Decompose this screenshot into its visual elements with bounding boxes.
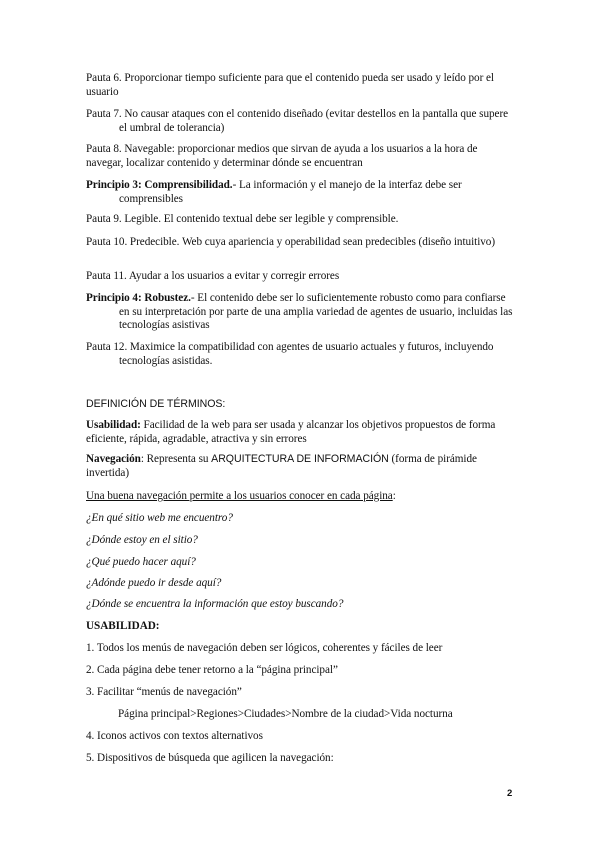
principio-4 bbox=[86, 292, 516, 333]
pauta-10: Pauta 10. Predecible. Web cuya apariencia y operabilidad sean predecibles (diseño intuitivo) bbox=[86, 236, 496, 248]
pauta-9: Pauta 9. Legible. El contenido textual debe ser legible y comprensible. bbox=[86, 213, 399, 225]
buena-navegacion-text: Una buena navegación permite a los usuarios conocer en cada página bbox=[86, 490, 393, 502]
principio-3-label: Principio 3: Comprensibilidad. bbox=[86, 179, 233, 191]
principio-4-label: Principio 4: Robustez. bbox=[86, 292, 191, 304]
usabilidad-item-1: 1. Todos los menús de navegación deben ser lógicos, coherentes y fáciles de leer bbox=[86, 642, 443, 654]
pauta-6: Pauta 6. Proporcionar tiempo suficiente para que el contenido pueda ser usado y leído por el usuario bbox=[86, 72, 494, 98]
pauta-11: Pauta 11. Ayudar a los usuarios a evitar y corregir errores bbox=[86, 270, 340, 282]
pregunta-1: ¿En qué sitio web me encuentro? bbox=[86, 512, 233, 524]
buena-navegacion bbox=[86, 490, 516, 504]
pregunta-2: ¿Dónde estoy en el sitio? bbox=[86, 534, 198, 546]
page-number: 2 bbox=[507, 788, 513, 799]
usabilidad-item-2: 2. Cada página debe tener retorno a la “página principal” bbox=[86, 664, 338, 676]
principio-4-text: - El contenido debe ser lo suficientemente robusto como para confiarse en su interpretación por parte de una amplia variedad de agentes de usuario, incluidas las tecnologías asistivas bbox=[119, 292, 513, 332]
pauta-12: Pauta 12. Maximice la compatibilidad con agentes de usuario actuales y futuros, incluyendo tecnologías asistidas. bbox=[86, 341, 494, 367]
navegacion-text-c: (forma de pirámide invertida) bbox=[86, 453, 477, 479]
navegacion-definition bbox=[86, 453, 516, 480]
pauta-7: Pauta 7. No causar ataques con el contenido diseñado (evitar destellos en la pantalla que supere el umbral de tolerancia) bbox=[86, 108, 509, 134]
usabilidad-text: Facilidad de la web para ser usada y alcanzar los objetivos propuestos de forma eficiente, rápida, agradable, atractiva y sin errores bbox=[86, 419, 496, 445]
pregunta-4: ¿Adónde puedo ir desde aquí? bbox=[86, 577, 222, 589]
usabilidad-label: Usabilidad: bbox=[86, 419, 141, 431]
navegacion-text-arquitectura: ARQUITECTURA DE INFORMACIÓN bbox=[211, 453, 389, 465]
usabilidad-definition bbox=[86, 419, 516, 446]
buena-navegacion-colon: : bbox=[392, 490, 396, 502]
pauta-8: Pauta 8. Navegable: proporcionar medios que sirvan de ayuda a los usuarios a la hora de navegar, localizar contenido y determinar dónde se encuentran bbox=[86, 143, 478, 169]
usabilidad-item-3: 3. Facilitar “menús de navegación” bbox=[86, 686, 242, 698]
navegacion-label: Navegación bbox=[86, 453, 141, 465]
usabilidad-heading: USABILIDAD: bbox=[86, 620, 160, 632]
usabilidad-item-5: 5. Dispositivos de búsqueda que agilicen la navegación: bbox=[86, 752, 334, 764]
pregunta-5: ¿Dónde se encuentra la información que estoy buscando? bbox=[86, 598, 344, 610]
principio-3-text: - La información y el manejo de la interfaz debe ser comprensibles bbox=[119, 179, 462, 205]
pregunta-3: ¿Qué puedo hacer aquí? bbox=[86, 556, 196, 568]
definicion-heading: DEFINICIÓN DE TÉRMINOS: bbox=[86, 398, 226, 410]
principio-3 bbox=[86, 179, 516, 206]
usabilidad-item-4: 4. Iconos activos con textos alternativos bbox=[86, 730, 263, 742]
navegacion-text-a: : Representa su bbox=[140, 453, 212, 465]
breadcrumb-example: Página principal>Regiones>Ciudades>Nombre de la ciudad>Vida nocturna bbox=[118, 708, 453, 720]
